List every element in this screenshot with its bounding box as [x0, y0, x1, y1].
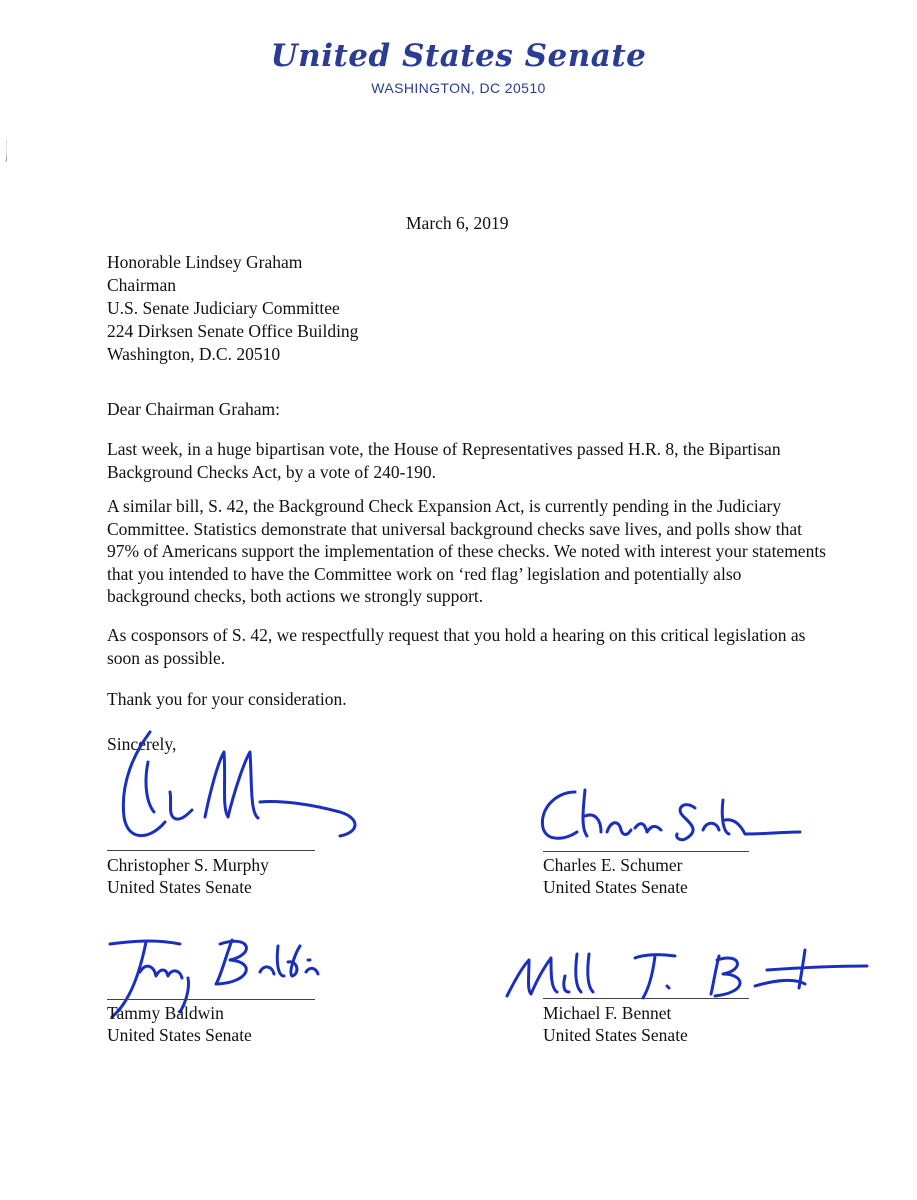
signatory-title: United States Senate: [543, 1025, 688, 1045]
salutation: Dear Chairman Graham:: [107, 399, 280, 419]
letterhead-title: United States Senate: [270, 38, 647, 74]
signatory-title: United States Senate: [543, 877, 688, 897]
signatory-title: United States Senate: [107, 877, 252, 897]
signatory-name: Charles E. Schumer: [543, 855, 683, 875]
recipient-line: U.S. Senate Judiciary Committee: [107, 298, 340, 318]
recipient-line: 224 Dirksen Senate Office Building: [107, 321, 359, 341]
recipient-address: [107, 251, 358, 366]
body-paragraph: Last week, in a huge bipartisan vote, the House of Representatives passed H.R. 8, the Bipartisan Background Checks Act, by a vote of 240-190.: [107, 439, 781, 482]
signatory-name: Michael F. Bennet: [543, 1003, 672, 1023]
recipient-line: Chairman: [107, 275, 177, 295]
margin-mark: [5, 140, 7, 162]
letterhead-location: WASHINGTON, DC 20510: [371, 80, 546, 96]
letter-date: March 6, 2019: [406, 213, 509, 233]
closing: Sincerely,: [107, 734, 177, 754]
body-paragraph: Thank you for your consideration.: [107, 689, 347, 709]
recipient-line: Honorable Lindsey Graham: [107, 252, 303, 272]
recipient-line: Washington, D.C. 20510: [107, 344, 281, 364]
signature-line: [543, 998, 749, 999]
signature-murphy: [110, 722, 370, 852]
signatory-name: Tammy Baldwin: [107, 1003, 224, 1023]
body-paragraph: A similar bill, S. 42, the Background Check Expansion Act, is currently pending in the Judiciary Committee. Statistics demonstrate that universal background checks save lives, and polls show that 97% of Americans support the implementation of these checks. We noted with interest your statements that you intended to have the Committee work on ‘red flag’ legislation and potentially also background checks, both actions we strongly support.: [107, 496, 826, 606]
signature-line: [107, 850, 315, 851]
signature-bennet: [505, 940, 870, 1010]
signatory-title: United States Senate: [107, 1025, 252, 1045]
body-paragraph: As cosponsors of S. 42, we respectfully request that you hold a hearing on this critical legislation as soon as possible.: [107, 625, 806, 668]
signatory-name: Christopher S. Murphy: [107, 855, 269, 875]
signature-line: [107, 999, 315, 1000]
signature-line: [543, 851, 749, 852]
signature-schumer: [535, 780, 805, 850]
